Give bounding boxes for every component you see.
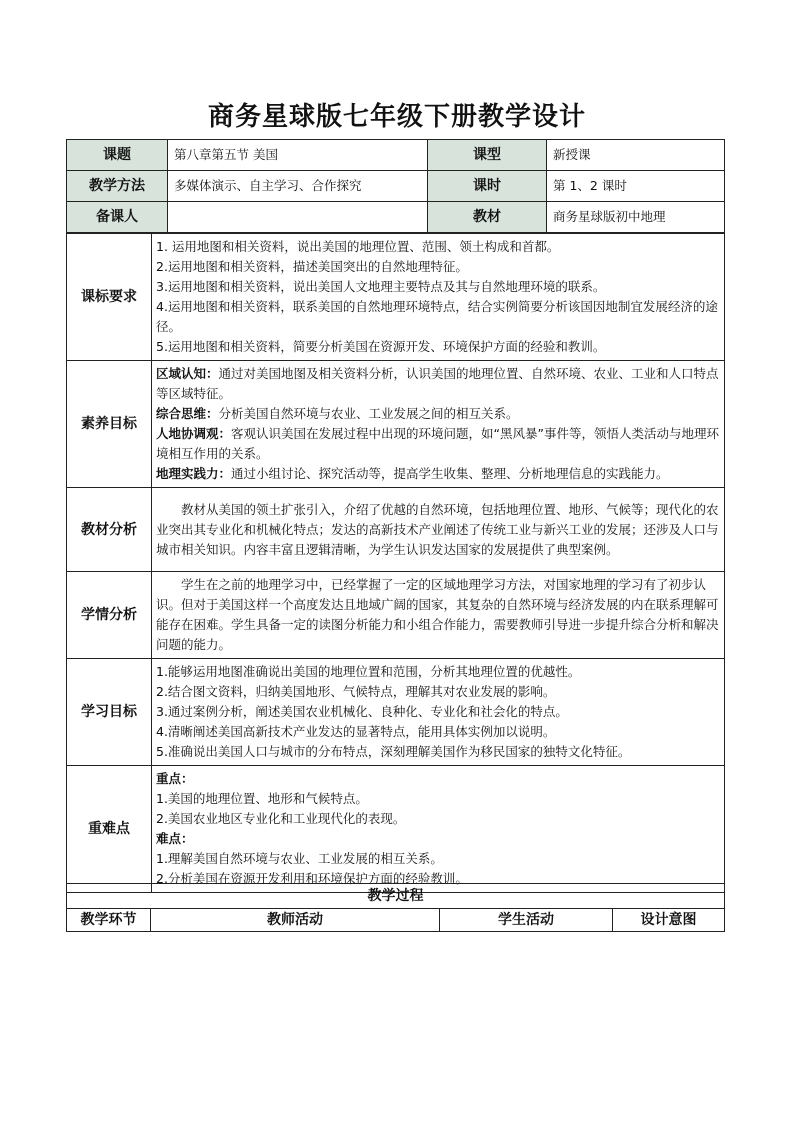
objectives-row [67,659,725,766]
process-title: 教学过程 [67,884,725,909]
material-label: 教材 [428,202,547,233]
student-analysis-label: 学情分析 [67,572,152,659]
info-row-preparer [67,202,725,233]
standards-item: 1. 运用地图和相关资料，说出美国的地理位置、范围、领土构成和首都。 [156,239,560,254]
objective-item: 2.结合图文资料，归纳美国地形、气候特点，理解其对农业发展的影响。 [156,684,556,699]
hours-label: 课时 [428,171,547,202]
standards-label: 课标要求 [67,234,152,361]
topic-value: 第八章第五节 美国 [168,140,428,171]
material-analysis-row [67,488,725,572]
standards-item: 3.运用地图和相关资料，说出美国人文地理主要特点及其与自然地理环境的联系。 [156,279,606,294]
student-analysis-row [67,572,725,659]
key-points-row [67,766,725,893]
literacy-item-head: 区域认知： [156,366,219,381]
literacy-item [156,464,720,484]
process-column-header: 设计意图 [613,909,725,932]
difficult-points-head: 难点： [156,831,194,846]
key-points-content [152,766,725,893]
objective-item: 3.通过案例分析，阐述美国农业机械化、良种化、专业化和社会化的特点。 [156,704,568,719]
literacy-item [156,404,720,424]
literacy-item-head: 综合思维： [156,406,219,421]
method-label: 教学方法 [67,171,168,202]
process-column-header: 学生活动 [440,909,613,932]
info-row-method [67,171,725,202]
standards-item: 4.运用地图和相关资料，联系美国的自然地理环境特点，结合实例简要分析该国因地制宜发展经济的途径。 [156,299,718,334]
literacy-item [156,364,720,404]
literacy-item-head: 地理实践力： [156,466,232,481]
key-points-label: 重难点 [67,766,152,893]
literacy-label: 素养目标 [67,361,152,488]
material-value: 商务星球版初中地理 [547,202,725,233]
process-header-row [67,909,725,932]
process-table [66,883,725,932]
literacy-row [67,361,725,488]
hours-value: 第 1、2 课时 [547,171,725,202]
standards-item: 5.运用地图和相关资料，简要分析美国在资源开发、环境保护方面的经验和教训。 [156,339,606,354]
literacy-item-text: 通过对美国地图及相关资料分析，认识美国的地理位置、自然环境、农业、工业和人口特点等区域特征。 [156,366,719,401]
literacy-item-text: 通过小组讨论、探究活动等，提高学生收集、整理、分析地理信息的实践能力。 [231,466,669,481]
objective-item: 4.清晰阐述美国高新技术产业发达的显著特点，能用具体实例加以说明。 [156,724,556,739]
standards-row [67,234,725,361]
difficult-point-item: 2.分析美国在资源开发利用和环境保护方面的经验教训。 [156,871,468,886]
objectives-content [152,659,725,766]
literacy-item-text: 分析美国自然环境与农业、工业发展之间的相互关系。 [218,406,519,421]
literacy-item-head: 人地协调观： [156,426,232,441]
difficult-point-item: 1.理解美国自然环境与农业、工业发展的相互关系。 [156,851,443,866]
standards-content [152,234,725,361]
design-table [66,233,725,893]
material-analysis-content [152,488,725,572]
type-value: 新授课 [547,140,725,171]
literacy-item [156,424,720,464]
literacy-item-text: 客观认识美国在发展过程中出现的环境问题，如“黑风暴”事件等，领悟人类活动与地理环境相互作用的关系。 [156,426,719,461]
standards-item: 2.运用地图和相关资料，描述美国突出的自然地理特征。 [156,259,468,274]
preparer-value [168,202,428,233]
type-label: 课型 [428,140,547,171]
process-title-row [67,884,725,909]
student-analysis-text: 学生在之前的地理学习中，已经掌握了一定的区域地理学习方法，对国家地理的学习有了初步认识。但对于美国这样一个高度发达且地域广阔的国家，其复杂的自然环境与经济发展的内在联系理解可能存在困难。学生具备一定的读图分析能力和小组合作能力，需要教师引导进一步提升综合分析和解决问题的能力。 [156,577,719,652]
key-point-item: 2.美国农业地区专业化和工业现代化的表现。 [156,811,406,826]
material-analysis-label: 教材分析 [67,488,152,572]
topic-label: 课题 [67,140,168,171]
info-table [66,139,725,233]
objective-item: 1.能够运用地图准确说出美国的地理位置和范围，分析其地理位置的优越性。 [156,664,581,679]
process-column-header: 教师活动 [151,909,440,932]
preparer-label: 备课人 [67,202,168,233]
method-value: 多媒体演示、自主学习、合作探究 [168,171,428,202]
key-point-item: 1.美国的地理位置、地形和气候特点。 [156,791,368,806]
page-title: 商务星球版七年级下册教学设计 [207,102,586,132]
info-row-topic [67,140,725,171]
key-points-head: 重点： [156,771,194,786]
literacy-content [152,361,725,488]
objectives-label: 学习目标 [67,659,152,766]
objective-item: 5.准确说出美国人口与城市的分布特点，深刻理解美国作为移民国家的独特文化特征。 [156,744,631,759]
material-analysis-text: 教材从美国的领土扩张引入，介绍了优越的自然环境，包括地理位置、地形、气候等；现代化的农业突出其专业化和机械化特点；发达的高新技术产业阐述了传统工业与新兴工业的发展；还涉及人口与城市相关知识。内容丰富且逻辑清晰，为学生认识发达国家的发展提供了典型案例。 [156,501,719,557]
process-column-header: 教学环节 [67,909,151,932]
student-analysis-content [152,572,725,659]
